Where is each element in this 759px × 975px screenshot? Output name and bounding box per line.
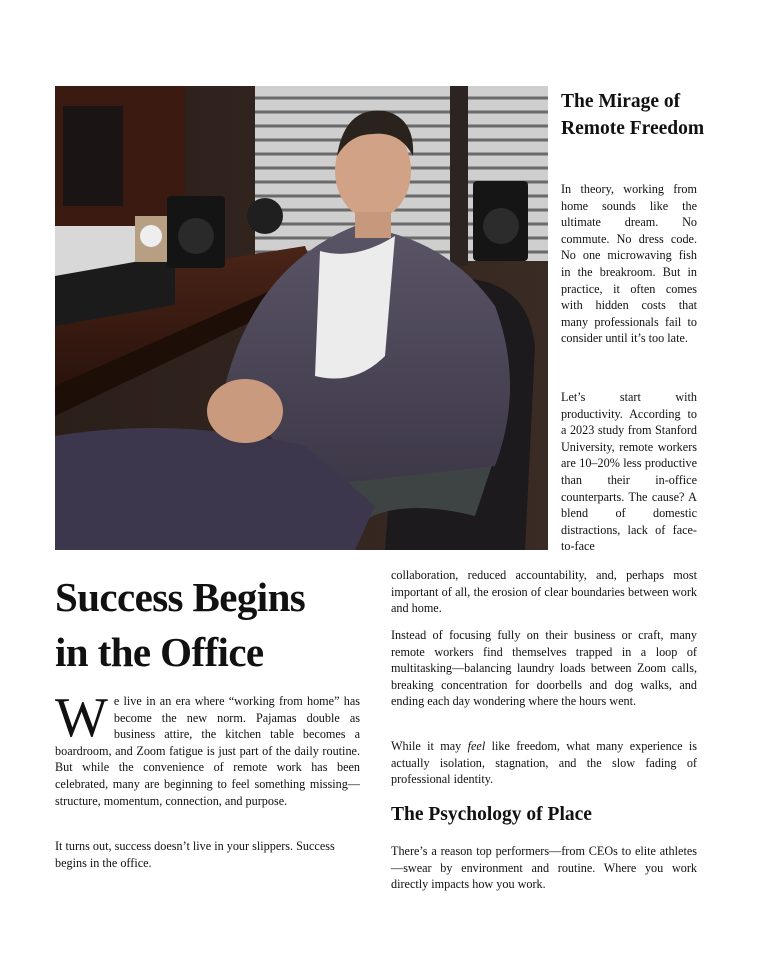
page-title-line-2: in the Office [55,629,264,675]
paragraph-4-text-a: While it may [391,739,468,753]
section-heading: The Psychology of Place [391,804,592,825]
sidebar-paragraph-2-wide: collaboration, reduced accountability, and, perhaps most important of all, the erosion of clear boundaries between work and home. [391,568,697,616]
paragraph-4-emphasis: feel [467,739,486,753]
intro-paragraph [55,687,360,809]
drop-cap: W [55,687,108,749]
sidebar-paragraph-1: In theory, working from home sounds like the ultimate dream. No commute. No dress code. No one microwaving fish in the breakroom. But in practice, it often comes with hidden costs that many professionals fail to consider until it’s too late. [561,182,697,346]
page-title-line-1: Success Begins [55,574,306,620]
portrait-photo-icon [55,86,548,550]
intro-text: e live in an era where “working from home” has become the new norm. Pajamas double as business attire, the kitchen table becomes a boardroom, and Zoom fatigue is just part of the daily routine. But while the convenience of remote work has been celebrated, many are beginning to feel something missing—structure, momentum, connection, and purpose. [55,694,360,808]
sidebar-heading: The Mirage of Remote Freedom [561,91,705,139]
page-title [55,570,375,680]
sidebar-paragraph-4 [391,738,697,788]
sidebar-paragraph-3: Instead of focusing fully on their business or craft, many remote workers find themselves trapped in a loop of multitasking—balancing laundry loads between Zoom calls, breaking concentration for doorbells and dog walks, and ending each day wondering where the hours went. [391,628,697,709]
paragraph-4-text-b: like freedom, what many experience is actually isolation, stagnation, and the slow fading of professional identity. [391,739,697,787]
closing-paragraph: It turns out, success doesn’t live in your slippers. Success begins in the office. [55,839,335,870]
sidebar-paragraph-2-narrow: Let’s start with productivity. According to a 2023 study from Stanford University, remote workers are 10–20% less productive than their in-office counterparts. The cause? A blend of domestic distractions, lack of face-to-face [561,390,697,554]
article-photo [55,86,548,550]
sidebar-paragraph-5: There’s a reason top performers—from CEOs to elite athletes—swear by environment and routine. Where you work directly impacts how you work. [391,844,697,892]
